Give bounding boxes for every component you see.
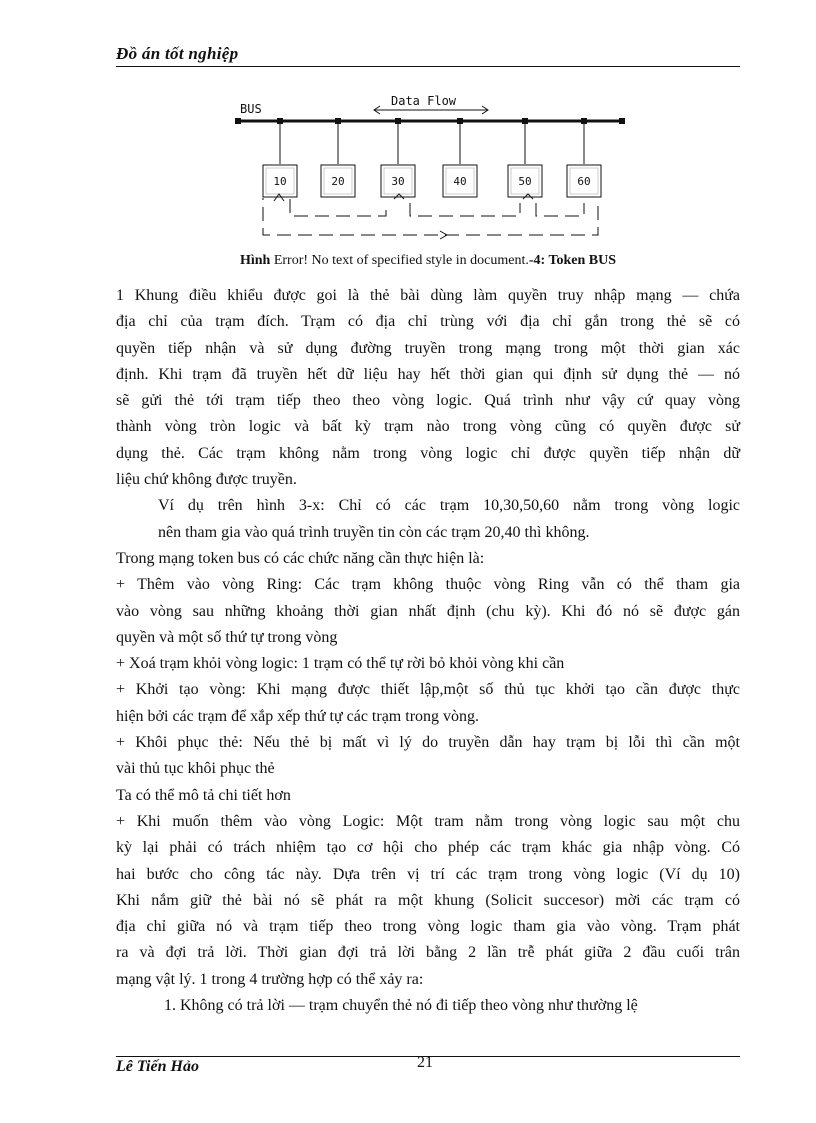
text-line: + Thêm vào vòng Ring: Các trạm không thuộc vòng Ring vẫn có thể tham gia xyxy=(116,576,740,594)
station-label: 20 xyxy=(331,175,345,188)
bus-label: BUS xyxy=(240,102,262,116)
bus-tap xyxy=(581,118,587,124)
bus-tap xyxy=(522,118,528,124)
paragraph xyxy=(116,677,740,730)
figure-caption xyxy=(116,253,740,269)
station-label: 40 xyxy=(453,175,467,188)
text-line: Ví dụ trên hình 3-x: Chỉ có các trạm 10,30,50,60 nằm trong vòng logic xyxy=(158,497,740,515)
caption-middle: Error! No text of specified style in document. xyxy=(270,253,529,268)
station-60 xyxy=(567,118,601,197)
paragraph xyxy=(116,546,740,572)
text-line: Ta có thể mô tả chi tiết hơn xyxy=(116,786,291,804)
caption-suffix: -4: Token BUS xyxy=(528,253,617,268)
station-40 xyxy=(443,118,477,197)
station-label: 30 xyxy=(391,175,405,188)
header-divider xyxy=(116,66,740,67)
station-30 xyxy=(381,118,415,197)
paragraph xyxy=(116,572,740,651)
token-bus-diagram xyxy=(230,88,630,248)
paragraph xyxy=(116,783,740,809)
text-line: định. Khi trạm đã truyền hết dữ liệu hay hết thời gian qui định sử dụng thẻ — nó xyxy=(116,365,740,383)
bus-tap xyxy=(335,118,341,124)
text-line: 1 Khung điều khiểu được goi là thẻ bài dùng làm quyền truy nhập mạng — chứa xyxy=(116,287,740,304)
text-line: + Khởi tạo vòng: Khi mạng được thiết lập,một số thủ tục khởi tạo cần được thực xyxy=(116,681,740,699)
body-text xyxy=(116,283,740,1019)
text-line: địa chỉ của trạm đích. Trạm có địa chỉ trùng với địa chỉ gắn trong thẻ sẽ có xyxy=(116,313,740,331)
text-line: quyền tiếp nhận và sử dụng đường truyền trong mạng trong một thời gian xác xyxy=(116,339,740,357)
bus-tap xyxy=(277,118,283,124)
text-line: vài thủ tục khôi phục thẻ xyxy=(116,760,275,778)
text-line: Trong mạng token bus có các chức năng cần thực hiện là: xyxy=(116,549,485,567)
data-flow-label: Data Flow xyxy=(391,94,457,108)
station-label: 10 xyxy=(273,175,287,188)
paragraph xyxy=(116,730,740,783)
text-line: 1. Không có trả lời — trạm chuyển thẻ nó đi tiếp theo vòng như thường lệ xyxy=(164,997,638,1015)
bus-tap xyxy=(457,118,463,124)
paragraph xyxy=(116,993,740,1019)
bus-tap xyxy=(395,118,401,124)
text-line: + Khôi phục thẻ: Nếu thẻ bị mất vì lý do truyền dẫn hay trạm bị lỗi thì cần một xyxy=(116,734,740,752)
text-line: + Xoá trạm khỏi vòng logic: 1 trạm có thể tự rời bỏ khỏi vòng khi cần xyxy=(116,655,565,673)
text-line: kỳ lại phải có trách nhiệm tạo cơ hội cho phép các trạm khác gia nhập vòng. Có xyxy=(116,839,740,857)
station-50 xyxy=(508,118,542,197)
station-10 xyxy=(263,118,297,197)
paragraph xyxy=(116,283,740,493)
text-line: Khi nắm giữ thẻ bài nó sẽ phát ra một khung (Solicit succesor) mời các trạm có xyxy=(116,891,740,909)
text-line: thành vòng tròn logic và bất kỳ trạm nào trong vòng cũng có quyền được sử xyxy=(116,418,740,436)
text-line: ra và đợi trả lời. Thời gian đợi trả lời bằng 2 lần trễ phát giữa 2 đầu cuối trân xyxy=(116,944,740,962)
bus-terminator-right xyxy=(619,118,625,124)
header-title: Đồ án tốt nghiệp xyxy=(116,44,239,63)
text-line: mạng vật lý. 1 trong 4 trường hợp có thể xảy ra: xyxy=(116,970,424,988)
station-label: 60 xyxy=(577,175,591,188)
text-line: + Khi muốn thêm vào vòng Logic: Một tram nằm trong vòng logic sau một chu xyxy=(116,812,740,830)
text-line: liệu chứ không được truyền. xyxy=(116,471,297,489)
text-line: dụng thẻ. Các trạm không nằm trong vòng logic chỉ được quyền tiếp nhận dữ xyxy=(116,444,740,462)
text-line: nên tham gia vào quá trình truyền tin còn các trạm 20,40 thì không. xyxy=(158,523,590,541)
paragraph xyxy=(116,651,740,677)
logical-ring-path xyxy=(263,198,598,235)
station-20 xyxy=(321,118,355,197)
bus-terminator-left xyxy=(235,118,241,124)
text-line: sẽ gửi thẻ tới trạm tiếp theo theo vòng logic. Quá trình như vậy cứ quay vòng xyxy=(116,392,740,410)
text-line: hai bước cho công tác này. Dựa trên vị trí các trạm trong vòng logic (Ví dụ 10) xyxy=(116,865,740,883)
token-bus-figure xyxy=(230,88,630,248)
caption-prefix: Hình xyxy=(239,253,271,268)
text-line: vào vòng sau những khoảng thời gian nhất định (chu kỳ). Khi đó nó sẽ được gán xyxy=(116,602,740,620)
footer-author: Lê Tiến Hảo xyxy=(116,1058,199,1075)
text-line: hiện bởi các trạm để xắp xếp thứ tự các trạm trong vòng. xyxy=(116,707,480,725)
text-line: quyền và một số thứ tự trong vòng xyxy=(116,628,338,646)
paragraph xyxy=(116,809,740,993)
page-number: 21 xyxy=(417,1054,433,1071)
station-label: 50 xyxy=(518,175,532,188)
text-line: địa chỉ giữa nó và trạm tiếp theo trong vòng logic tham gia vào vòng. Trạm phát xyxy=(116,918,740,936)
paragraph xyxy=(116,493,740,546)
